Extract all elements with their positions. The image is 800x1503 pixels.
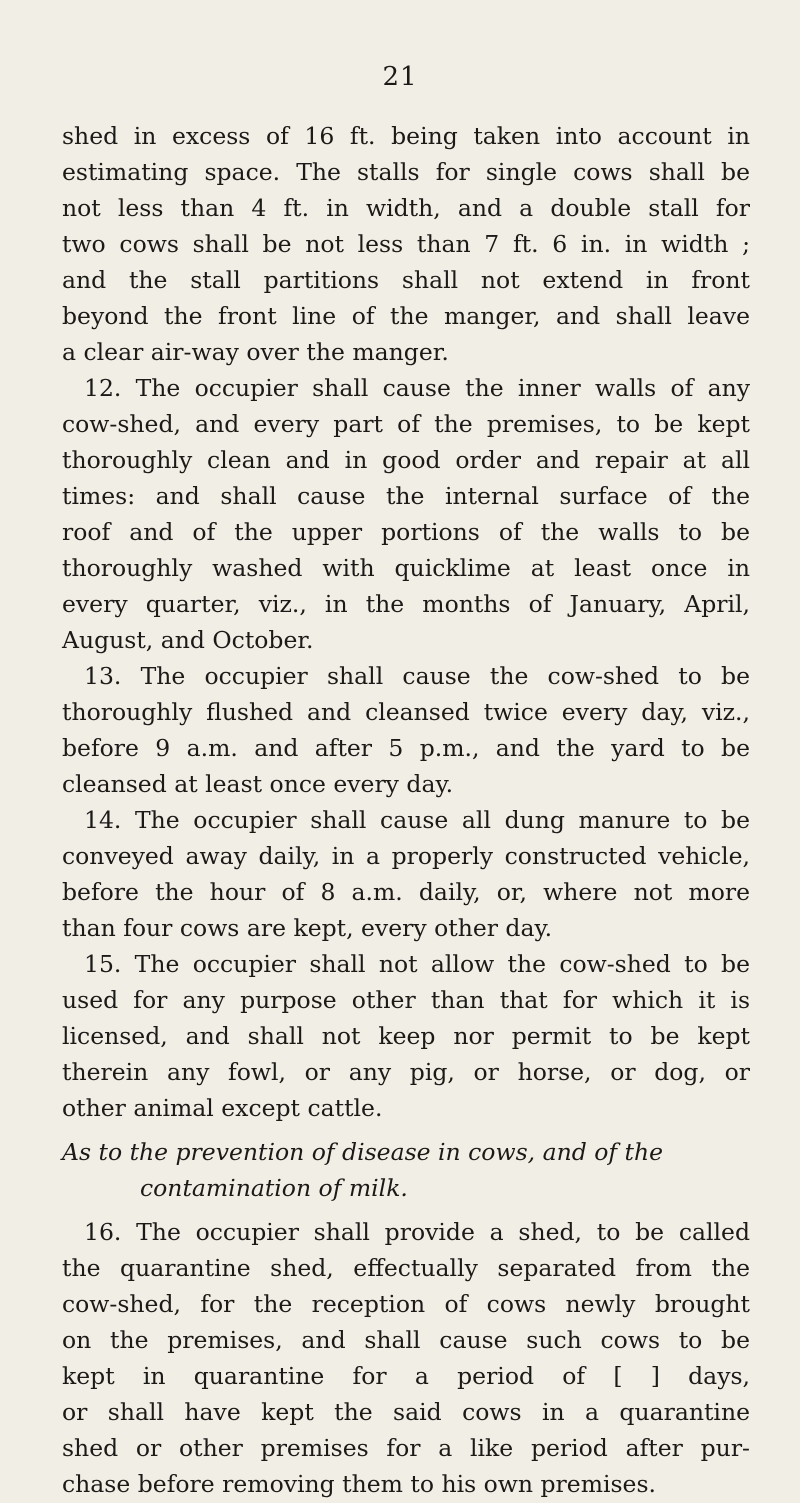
text-line: two cows shall be not less than 7 ft. 6 in. in width ; bbox=[62, 230, 750, 258]
text-line: cow-shed, and every part of the premises, to be kept bbox=[62, 410, 750, 438]
text-line: roof and of the upper portions of the walls to be bbox=[62, 518, 750, 546]
text-line: conveyed away daily, in a properly constructed vehicle, bbox=[62, 842, 750, 870]
text-line: 13. The occupier shall cause the cow-shed to be bbox=[84, 662, 750, 690]
text-line: 15. The occupier shall not allow the cow-shed to be bbox=[84, 950, 750, 978]
heading-spacer bbox=[62, 1206, 750, 1214]
text-line: beyond the front line of the manger, and shall leave bbox=[62, 302, 750, 330]
section-heading-line: contamination of milk. bbox=[140, 1174, 408, 1202]
text-line: before 9 a.m. and after 5 p.m., and the yard to be bbox=[62, 734, 750, 762]
text-line: August, and October. bbox=[62, 626, 314, 654]
paragraph-rule-12 bbox=[62, 370, 750, 658]
text-line: other animal except cattle. bbox=[62, 1094, 383, 1122]
text-line: thoroughly flushed and cleansed twice every day, viz., bbox=[62, 698, 750, 726]
text-line: 12. The occupier shall cause the inner walls of any bbox=[84, 374, 750, 402]
text-line: therein any fowl, or any pig, or horse, or dog, or bbox=[62, 1058, 750, 1086]
text-line: and the stall partitions shall not extend in front bbox=[62, 266, 750, 294]
text-line: not less than 4 ft. in width, and a double stall for bbox=[62, 194, 750, 222]
text-line: shed or other premises for a like period after pur- bbox=[62, 1434, 750, 1462]
paragraph-rule-16 bbox=[62, 1214, 750, 1502]
text-line: kept in quarantine for a period of [ ] days, bbox=[62, 1362, 750, 1390]
text-line: on the premises, and shall cause such cows to be bbox=[62, 1326, 750, 1354]
text-line: 14. The occupier shall cause all dung manure to be bbox=[84, 806, 750, 834]
text-line: cleansed at least once every day. bbox=[62, 770, 454, 798]
text-line: licensed, and shall not keep nor permit to be kept bbox=[62, 1022, 750, 1050]
text-line: thoroughly washed with quicklime at least once in bbox=[62, 554, 750, 582]
text-line: shed in excess of 16 ft. being taken into account in bbox=[62, 122, 750, 150]
text-line: than four cows are kept, every other day. bbox=[62, 914, 553, 942]
page-body-text bbox=[62, 118, 750, 1502]
text-line: thoroughly clean and in good order and repair at all bbox=[62, 446, 750, 474]
section-heading-line: As to the prevention of disease in cows, and of the bbox=[62, 1138, 664, 1166]
text-line: 16. The occupier shall provide a shed, to be called bbox=[84, 1218, 750, 1246]
text-line: estimating space. The stalls for single cows shall be bbox=[62, 158, 750, 186]
text-line: a clear air-way over the manger. bbox=[62, 338, 449, 366]
text-line: times: and shall cause the internal surface of the bbox=[62, 482, 750, 510]
paragraph-rule-13 bbox=[62, 658, 750, 802]
paragraph-rule-15 bbox=[62, 946, 750, 1126]
text-line: or shall have kept the said cows in a quarantine bbox=[62, 1398, 750, 1426]
text-line: every quarter, viz., in the months of January, April, bbox=[62, 590, 750, 618]
text-line: chase before removing them to his own premises. bbox=[62, 1470, 656, 1498]
section-heading bbox=[62, 1134, 750, 1214]
page-number: 21 bbox=[382, 62, 418, 92]
text-line: before the hour of 8 a.m. daily, or, where not more bbox=[62, 878, 750, 906]
text-line: cow-shed, for the reception of cows newly brought bbox=[62, 1290, 750, 1318]
text-line: used for any purpose other than that for which it is bbox=[62, 986, 750, 1014]
text-line: the quarantine shed, effectually separated from the bbox=[62, 1254, 750, 1282]
paragraph-rule-14 bbox=[62, 802, 750, 946]
paragraph-continuation bbox=[62, 118, 750, 370]
